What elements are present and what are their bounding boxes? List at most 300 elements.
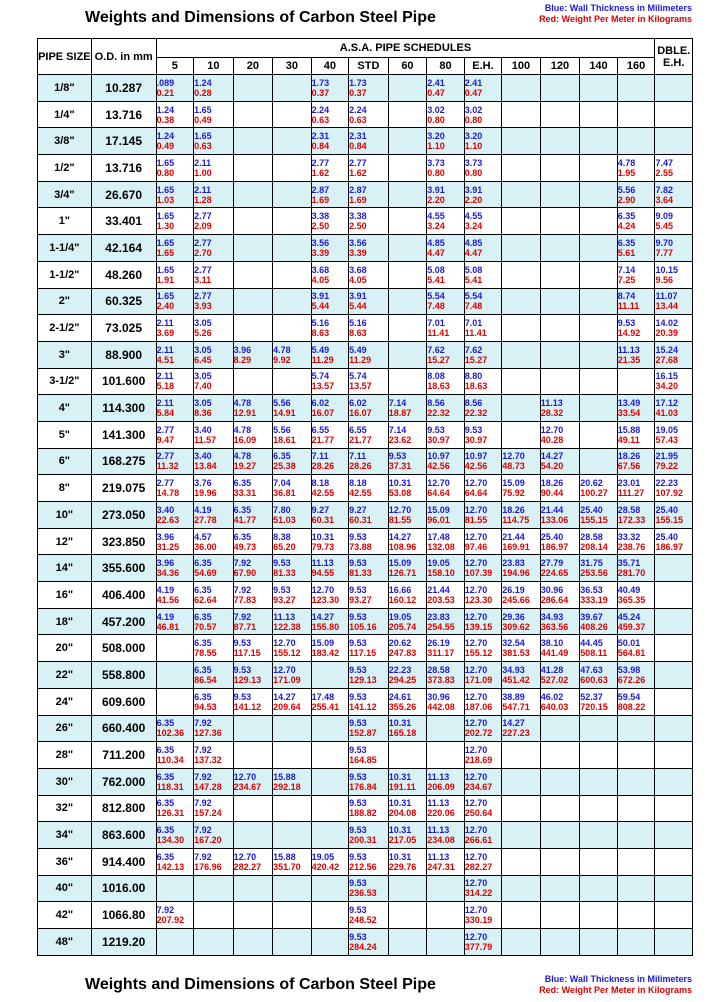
schedule-cell	[464, 662, 502, 689]
weight-per-meter: 107.92	[655, 488, 683, 499]
schedule-cell	[388, 75, 427, 102]
weight-per-meter: 155.15	[580, 514, 608, 525]
schedule-cell	[156, 75, 194, 102]
schedule-cell	[617, 715, 655, 742]
schedule-cell	[580, 315, 618, 342]
schedule-cell	[464, 875, 502, 902]
weight-per-meter: 62.64	[194, 594, 217, 605]
weight-per-meter: 102.36	[156, 728, 185, 739]
od-cell: 1016.00	[91, 875, 156, 902]
schedule-cell	[580, 795, 618, 822]
schedule-cell	[349, 875, 389, 902]
wall-thickness: 9.53	[233, 664, 252, 675]
weight-per-meter: 57.43	[655, 434, 678, 445]
schedule-cell	[311, 421, 349, 448]
wall-thickness: 34.93	[540, 611, 564, 622]
weight-per-meter: 1.91	[156, 274, 175, 285]
schedule-cell	[427, 555, 465, 582]
weight-per-meter: 111.27	[617, 488, 645, 499]
weight-per-meter: 41.03	[655, 408, 678, 419]
schedule-cell	[427, 341, 465, 368]
schedule-cell	[502, 875, 541, 902]
schedule-cell	[273, 715, 312, 742]
schedule-cell	[502, 101, 541, 128]
schedule-cell	[655, 155, 693, 182]
weight-per-meter: 13.44	[655, 301, 678, 312]
wall-thickness: 4.78	[617, 157, 636, 168]
wall-thickness: 5.54	[427, 291, 445, 302]
weight-per-meter: 218.69	[464, 755, 493, 766]
wall-thickness: 4.19	[194, 504, 212, 515]
header-schedule: 80	[427, 58, 465, 75]
wall-thickness: 6.35	[194, 611, 212, 622]
weight-per-meter: 0.47	[427, 87, 445, 98]
schedule-cell	[617, 608, 655, 635]
wall-thickness: 12.70	[540, 424, 564, 435]
wall-thickness: 3.05	[194, 371, 212, 382]
weight-per-meter: 18.63	[464, 381, 488, 392]
schedule-cell	[580, 155, 618, 182]
wall-thickness: 12.70	[464, 531, 488, 542]
wall-thickness: 4.19	[156, 584, 175, 595]
schedule-cell	[388, 688, 427, 715]
table-row	[38, 929, 693, 956]
weight-per-meter: 171.09	[273, 674, 301, 685]
table-row	[38, 742, 693, 769]
weight-per-meter: 18.61	[273, 434, 296, 445]
schedule-cell	[194, 395, 234, 422]
weight-per-meter: 169.91	[502, 541, 530, 552]
weight-per-meter: 133.06	[540, 514, 569, 525]
weight-per-meter: 5.41	[427, 274, 445, 285]
schedule-cell	[580, 662, 618, 689]
page-title: Weights and Dimensions of Carbon Steel Pipe	[85, 9, 436, 26]
schedule-cell	[311, 261, 349, 288]
pipe-size-cell: 24"	[38, 688, 92, 715]
schedule-cell	[464, 315, 502, 342]
schedule-cell	[580, 768, 618, 795]
schedule-cell	[388, 582, 427, 609]
schedule-cell	[502, 181, 541, 208]
schedule-cell	[156, 768, 194, 795]
schedule-cell	[233, 929, 273, 956]
schedule-cell	[156, 448, 194, 475]
schedule-cell	[464, 768, 502, 795]
schedule-cell	[388, 502, 427, 529]
weight-per-meter: 8.36	[194, 408, 212, 419]
schedule-cell	[311, 929, 349, 956]
pipe-size-cell: 40"	[38, 875, 92, 902]
weight-per-meter: 79.73	[311, 541, 335, 552]
wall-thickness: 9.53	[349, 771, 367, 782]
wall-thickness: 6.35	[194, 664, 212, 675]
schedule-cell	[655, 742, 693, 769]
schedule-cell	[194, 635, 234, 662]
wall-thickness: 9.53	[233, 691, 252, 702]
weight-per-meter: 204.08	[388, 808, 417, 819]
schedule-cell	[540, 688, 580, 715]
weight-per-meter: 9.92	[273, 354, 291, 365]
header-schedule: 5	[156, 58, 194, 75]
wall-thickness: 2.77	[194, 237, 212, 248]
schedule-cell	[194, 528, 234, 555]
weight-per-meter: 155.15	[655, 514, 683, 525]
weight-per-meter: 234.08	[427, 835, 455, 846]
wall-thickness: 14.27	[388, 531, 412, 542]
schedule-cell	[311, 768, 349, 795]
schedule-cell	[311, 715, 349, 742]
schedule-cell	[580, 715, 618, 742]
wall-thickness: 5.54	[464, 291, 483, 302]
schedule-cell	[388, 341, 427, 368]
wall-thickness: 9.53	[233, 638, 252, 649]
weight-per-meter: 441.49	[540, 648, 569, 659]
schedule-cell	[427, 822, 465, 849]
schedule-cell	[233, 822, 273, 849]
weight-per-meter: 442.08	[427, 701, 455, 712]
schedule-cell	[580, 608, 618, 635]
schedule-cell	[617, 822, 655, 849]
wall-thickness: 6.35	[156, 718, 175, 729]
schedule-cell	[580, 502, 618, 529]
weight-per-meter: 1.28	[194, 194, 212, 205]
header-schedule: E.H.	[464, 58, 502, 75]
schedule-cell	[540, 555, 580, 582]
wall-thickness: 1.65	[156, 211, 175, 222]
wall-thickness: 6.35	[194, 584, 212, 595]
weight-per-meter: 0.84	[349, 141, 367, 152]
schedule-cell	[311, 235, 349, 262]
schedule-cell	[580, 341, 618, 368]
wall-thickness: 15.88	[617, 424, 641, 435]
schedule-cell	[617, 421, 655, 448]
pipe-size-cell: 22"	[38, 662, 92, 689]
wall-thickness: 11.07	[655, 291, 678, 302]
schedule-cell	[194, 582, 234, 609]
schedule-cell	[311, 848, 349, 875]
schedule-cell	[233, 875, 273, 902]
wall-thickness: 7.04	[273, 478, 291, 489]
schedule-cell	[464, 155, 502, 182]
weight-per-meter: 1.95	[617, 167, 636, 178]
pipe-size-cell: 2-1/2"	[38, 315, 92, 342]
schedule-cell	[156, 341, 194, 368]
schedule-cell	[273, 208, 312, 235]
wall-thickness: 8.18	[311, 478, 330, 489]
schedule-cell	[156, 475, 194, 502]
od-cell: 457.200	[91, 608, 156, 635]
weight-per-meter: 27.68	[655, 354, 678, 365]
schedule-cell	[502, 395, 541, 422]
wall-thickness: 15.09	[388, 558, 412, 569]
schedule-cell	[273, 421, 312, 448]
wall-thickness: 10.31	[388, 718, 412, 729]
schedule-cell	[233, 795, 273, 822]
wall-thickness: 34.93	[502, 664, 525, 675]
pipe-size-cell: 2"	[38, 288, 92, 315]
weight-per-meter: 5.18	[156, 381, 175, 392]
schedule-cell	[273, 555, 312, 582]
schedule-cell	[388, 742, 427, 769]
schedule-cell	[464, 528, 502, 555]
weight-per-meter: 164.85	[349, 755, 377, 766]
weight-per-meter: 30.97	[464, 434, 488, 445]
weight-per-meter: 114.75	[502, 514, 530, 525]
schedule-cell	[156, 502, 194, 529]
schedule-cell	[349, 635, 389, 662]
wall-thickness: 7.92	[194, 718, 212, 729]
wall-thickness: 3.96	[156, 558, 175, 569]
wall-thickness: 1.65	[194, 131, 212, 142]
wall-thickness: 10.97	[427, 451, 450, 462]
od-cell: 219.075	[91, 475, 156, 502]
schedule-cell	[388, 902, 427, 929]
wall-thickness: 6.35	[194, 638, 212, 649]
wall-thickness: 5.16	[349, 318, 367, 329]
weight-per-meter: 212.56	[349, 861, 377, 872]
weight-per-meter: 165.18	[388, 728, 417, 739]
pipe-size-cell: 6"	[38, 448, 92, 475]
schedule-cell	[273, 75, 312, 102]
wall-thickness: 3.40	[194, 451, 212, 462]
schedule-cell	[580, 688, 618, 715]
pipe-size-cell: 30"	[38, 768, 92, 795]
weight-per-meter: 9.56	[655, 274, 673, 285]
wall-thickness: 6.35	[617, 237, 636, 248]
wall-thickness: 12.70	[464, 558, 488, 569]
weight-per-meter: 23.62	[388, 434, 412, 445]
table-row	[38, 208, 693, 235]
od-cell: 1066.80	[91, 902, 156, 929]
pipe-size-cell: 1-1/2"	[38, 261, 92, 288]
weight-per-meter: 7.48	[427, 301, 445, 312]
weight-per-meter: 37.31	[388, 461, 412, 472]
schedule-cell	[388, 795, 427, 822]
schedule-cell	[349, 261, 389, 288]
wall-thickness: 15.24	[655, 344, 678, 355]
schedule-cell	[233, 75, 273, 102]
header-schedule: STD	[349, 58, 389, 75]
schedule-cell	[273, 688, 312, 715]
schedule-cell	[502, 662, 541, 689]
schedule-cell	[349, 315, 389, 342]
wall-thickness: 9.53	[617, 318, 636, 329]
wall-thickness: .089	[156, 77, 175, 88]
schedule-cell	[580, 822, 618, 849]
weight-per-meter: 49.11	[617, 434, 640, 445]
weight-per-meter: 4.51	[156, 354, 175, 365]
schedule-cell	[233, 448, 273, 475]
pipe-size-cell: 5"	[38, 421, 92, 448]
table-row	[38, 75, 693, 102]
weight-per-meter: 16.07	[311, 408, 335, 419]
schedule-cell	[349, 662, 389, 689]
pipe-size-cell: 3/4"	[38, 181, 92, 208]
pipe-size-cell: 10"	[38, 502, 92, 529]
weight-per-meter: 19.96	[194, 488, 217, 499]
schedule-cell	[617, 101, 655, 128]
schedule-cell	[655, 555, 693, 582]
schedule-cell	[427, 902, 465, 929]
wall-thickness: 41.28	[540, 664, 564, 675]
schedule-cell	[273, 395, 312, 422]
schedule-cell	[156, 662, 194, 689]
wall-thickness: 5.49	[349, 344, 367, 355]
schedule-cell	[388, 315, 427, 342]
schedule-cell	[464, 848, 502, 875]
schedule-cell	[540, 368, 580, 395]
weight-per-meter: 123.30	[311, 594, 340, 605]
schedule-cell	[156, 795, 194, 822]
schedule-cell	[580, 261, 618, 288]
wall-thickness: 28.58	[427, 664, 450, 675]
weight-per-meter: 14.91	[273, 408, 296, 419]
header-pipe-size: PIPE SIZE	[38, 39, 92, 75]
schedule-cell	[502, 582, 541, 609]
schedule-cell	[349, 608, 389, 635]
od-cell: 609.600	[91, 688, 156, 715]
table-row	[38, 288, 693, 315]
weight-per-meter: 42.56	[464, 461, 488, 472]
wall-thickness: 12.70	[464, 691, 488, 702]
wall-thickness: 21.44	[502, 531, 525, 542]
wall-thickness: 12.70	[464, 478, 488, 489]
schedule-cell	[540, 742, 580, 769]
weight-per-meter: 8.63	[311, 328, 330, 339]
schedule-cell	[311, 555, 349, 582]
weight-per-meter: 0.37	[311, 87, 330, 98]
schedule-cell	[580, 848, 618, 875]
schedule-cell	[655, 261, 693, 288]
wall-thickness: 4.19	[156, 611, 175, 622]
table-row	[38, 475, 693, 502]
schedule-cell	[617, 688, 655, 715]
schedule-cell	[540, 421, 580, 448]
schedule-cell	[540, 475, 580, 502]
schedule-cell	[156, 555, 194, 582]
schedule-cell	[194, 848, 234, 875]
weight-per-meter: 155.12	[273, 648, 301, 659]
schedule-cell	[349, 688, 389, 715]
schedule-cell	[617, 768, 655, 795]
weight-per-meter: 129.13	[349, 674, 377, 685]
schedule-cell	[427, 315, 465, 342]
wall-thickness: 12.70	[464, 584, 488, 595]
weight-per-meter: 0.80	[427, 167, 445, 178]
wall-thickness: 45.24	[617, 611, 641, 622]
schedule-cell	[502, 208, 541, 235]
schedule-cell	[427, 235, 465, 262]
schedule-cell	[349, 528, 389, 555]
schedule-cell	[617, 75, 655, 102]
wall-thickness: 9.70	[655, 237, 673, 248]
weight-per-meter: 0.84	[311, 141, 330, 152]
pipe-size-cell: 3"	[38, 341, 92, 368]
schedule-cell	[156, 181, 194, 208]
top-header	[0, 0, 722, 34]
weight-per-meter: 0.80	[427, 114, 445, 125]
weight-per-meter: 355.26	[388, 701, 417, 712]
schedule-cell	[194, 688, 234, 715]
weight-per-meter: 207.92	[156, 915, 185, 926]
schedule-cell	[273, 448, 312, 475]
wall-thickness: 9.53	[273, 558, 291, 569]
schedule-cell	[502, 608, 541, 635]
bottom-header	[0, 968, 722, 1002]
weight-per-meter: 2.55	[655, 167, 673, 178]
schedule-cell	[502, 128, 541, 155]
wall-thickness: 4.55	[427, 211, 445, 222]
schedule-cell	[617, 288, 655, 315]
wall-thickness: 28.58	[580, 531, 603, 542]
wall-thickness: 7.62	[464, 344, 483, 355]
wall-thickness: 12.70	[273, 664, 296, 675]
weight-per-meter: 188.82	[349, 808, 377, 819]
weight-per-meter: 60.31	[349, 514, 372, 525]
od-cell: 88.900	[91, 341, 156, 368]
pipe-size-cell: 3/8"	[38, 128, 92, 155]
schedule-cell	[427, 715, 465, 742]
od-cell: 355.600	[91, 555, 156, 582]
wall-thickness: 6.55	[311, 424, 330, 435]
wall-thickness: 12.70	[388, 504, 412, 515]
table-row	[38, 795, 693, 822]
pipe-size-cell: 1/2"	[38, 155, 92, 182]
wall-thickness: 12.70	[464, 798, 488, 809]
wall-thickness: 7.14	[388, 424, 407, 435]
wall-thickness: 3.68	[349, 264, 367, 275]
pipe-size-cell: 1"	[38, 208, 92, 235]
wall-thickness: 33.32	[617, 531, 641, 542]
schedule-cell	[655, 848, 693, 875]
schedule-cell	[311, 315, 349, 342]
schedule-cell	[194, 715, 234, 742]
schedule-cell	[311, 662, 349, 689]
weight-per-meter: 4.47	[464, 247, 483, 258]
wall-thickness: 12.70	[464, 718, 488, 729]
weight-per-meter: 284.24	[349, 941, 377, 952]
wall-thickness: 1.65	[156, 157, 175, 168]
schedule-cell	[349, 181, 389, 208]
schedule-cell	[502, 341, 541, 368]
wall-thickness: 3.96	[233, 344, 252, 355]
wall-thickness: 1.65	[156, 237, 175, 248]
wall-thickness: 2.11	[156, 318, 174, 329]
header-schedules-group: A.S.A. PIPE SCHEDULES	[156, 39, 655, 58]
schedule-cell	[617, 395, 655, 422]
schedule-cell	[349, 582, 389, 609]
od-cell: 13.716	[91, 101, 156, 128]
schedule-cell	[233, 608, 273, 635]
weight-per-meter: 2.20	[464, 194, 483, 205]
schedule-cell	[388, 395, 427, 422]
schedule-cell	[273, 902, 312, 929]
wall-thickness: 7.11	[311, 451, 329, 462]
weight-per-meter: 640.03	[540, 701, 569, 712]
schedule-cell	[464, 395, 502, 422]
wall-thickness: 11.13	[427, 851, 450, 862]
wall-thickness: 7.92	[194, 798, 212, 809]
schedule-cell	[427, 448, 465, 475]
wall-thickness: 5.08	[427, 264, 445, 275]
schedule-cell	[464, 128, 502, 155]
weight-per-meter: 3.39	[311, 247, 330, 258]
wall-thickness: 18.26	[502, 504, 525, 515]
schedule-cell	[349, 395, 389, 422]
schedule-cell	[540, 128, 580, 155]
weight-per-meter: 3.24	[464, 221, 483, 232]
weight-per-meter: 97.46	[464, 541, 488, 552]
